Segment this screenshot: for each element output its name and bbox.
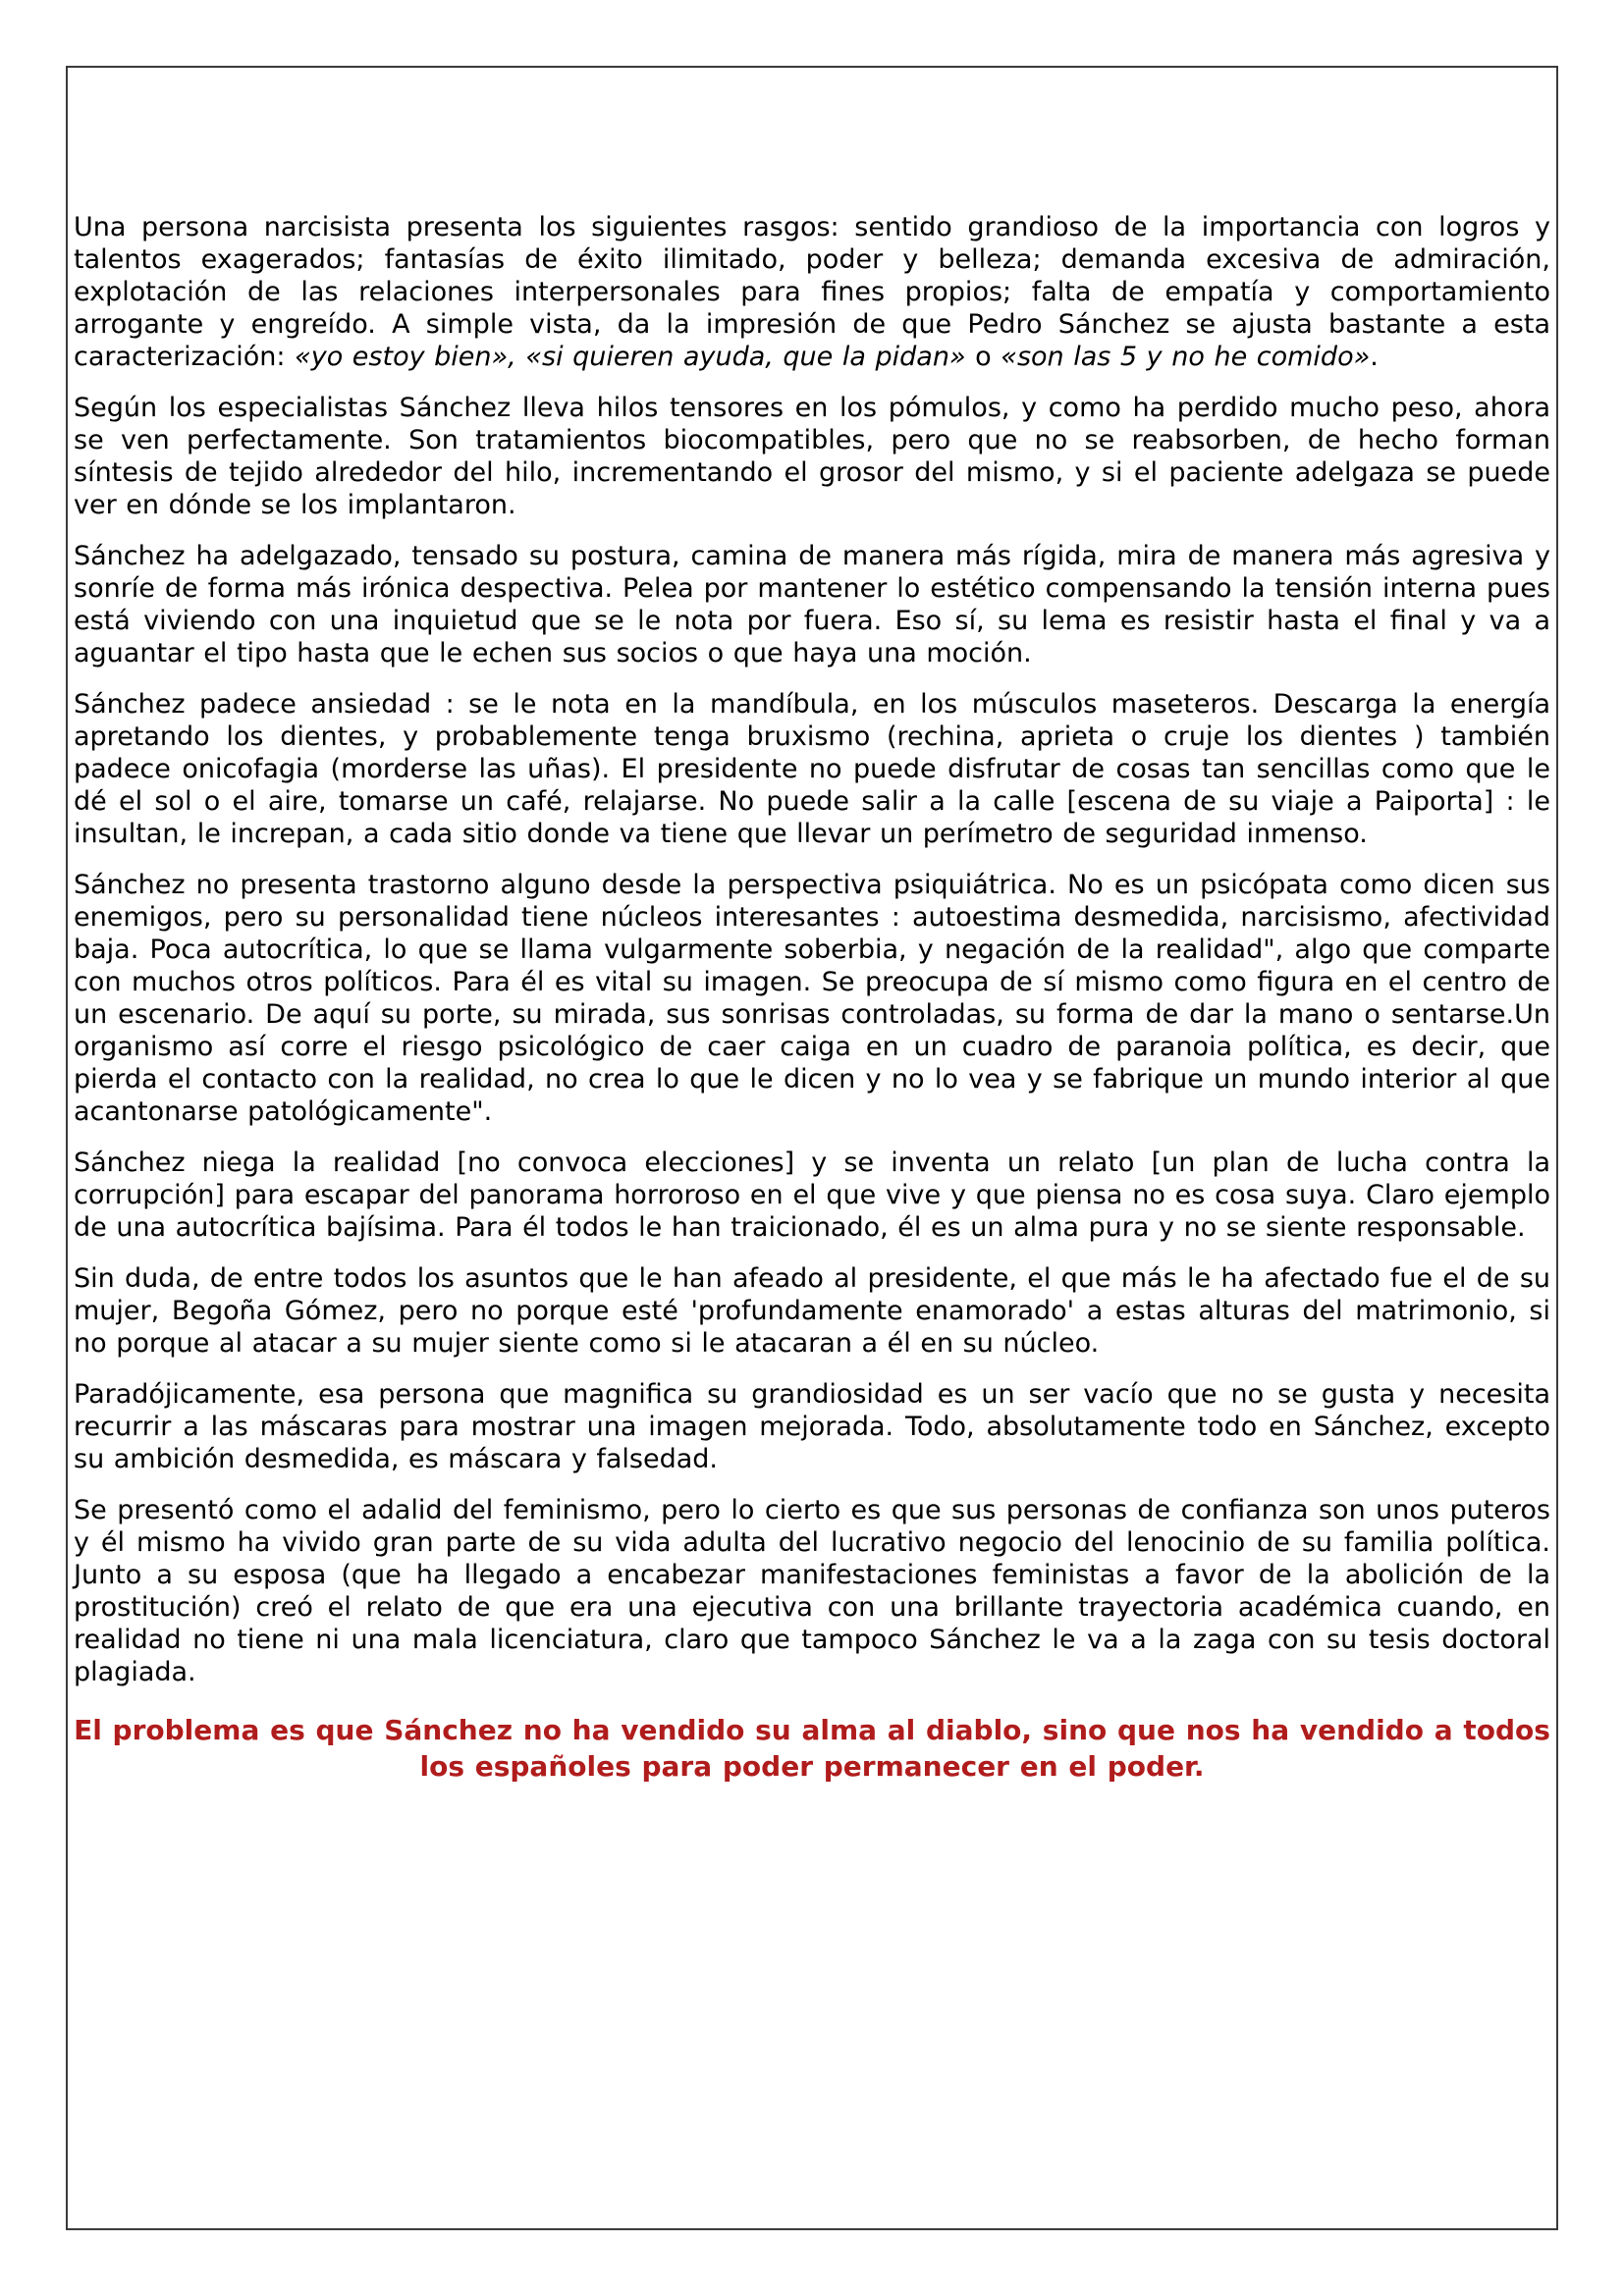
text-run: Una persona narcisista presenta los siguientes rasgos: sentido grandioso de la importancia con logros y talentos exagerados; fantasías de éxito ilimitado, poder y belleza; demanda excesiva de admiración, explotación de las relaciones interpersonales para fines propios; falta de empatía y comportamiento arrogante y engreído. A simple vista, da la impresión de que Pedro Sánchez se ajusta bastante a esta caracterización: xyxy=(74,212,1550,372)
closing-statement xyxy=(74,1712,1550,1785)
paragraph-8 xyxy=(74,1378,1550,1475)
text-run: El problema es que Sánchez no ha vendido su alma al diablo, sino que nos ha vendido a todos los españoles para poder permanecer en el poder. xyxy=(74,1714,1550,1783)
paragraph-6 xyxy=(74,1147,1550,1244)
paragraph-9 xyxy=(74,1494,1550,1688)
text-run: Sin duda, de entre todos los asuntos que le han afeado al presidente, el que más le ha afectado fue el de su mujer, Begoña Gómez, pero no porque esté 'profundamente enamorado' a estas alturas del matrimonio, si no porque al atacar a su mujer siente como si le atacaran a él en su núcleo. xyxy=(74,1263,1550,1359)
page-border xyxy=(66,66,1558,2230)
text-run: Sánchez ha adelgazado, tensado su postura, camina de manera más rígida, mira de manera más agresiva y sonríe de forma más irónica despectiva. Pelea por mantener lo estético compensando la tensión interna pues está viviendo con una inquietud que se le nota por fuera. Eso sí, su lema es resistir hasta el final y va a aguantar el tipo hasta que le echen sus socios o que haya una moción. xyxy=(74,541,1550,668)
paragraph-3 xyxy=(74,540,1550,669)
paragraph-5 xyxy=(74,869,1550,1128)
paragraph-4 xyxy=(74,688,1550,850)
text-run: Sánchez padece ansiedad : se le nota en la mandíbula, en los músculos maseteros. Descarga la energía apretando los dientes, y probablemente tenga bruxismo (rechina, aprieta o cruje los dientes ) también padece onicofagia (morderse las uñas). El presidente no puede disfrutar de cosas tan sencillas como que le dé el sol o el aire, tomarse un café, relajarse. No puede salir a la calle [escena de su viaje a Paiporta] : le insultan, le increpan, a cada sitio donde va tiene que llevar un perímetro de seguridad inmenso. xyxy=(74,689,1550,849)
text-run: Según los especialistas Sánchez lleva hilos tensores en los pómulos, y como ha perdido mucho peso, ahora se ven perfectamente. Son tratamientos biocompatibles, pero que no se reabsorben, de hecho forman síntesis de tejido alrededor del hilo, incrementando el grosor del mismo, y si el paciente adelgaza se puede ver en dónde se los implantaron. xyxy=(74,393,1550,520)
paragraph-7 xyxy=(74,1262,1550,1360)
paragraph-2 xyxy=(74,392,1550,521)
text-run: o xyxy=(965,342,1001,372)
text-run: Paradójicamente, esa persona que magnifica su grandiosidad es un ser vacío que no se gusta y necesita recurrir a las máscaras para mostrar una imagen mejorada. Todo, absolutamente todo en Sánchez, excepto su ambición desmedida, es máscara y falsedad. xyxy=(74,1379,1550,1474)
quote-italic-run: «yo estoy bien», «si quieren ayuda, que la pidan» xyxy=(295,342,966,372)
text-run: Se presentó como el adalid del feminismo, pero lo cierto es que sus personas de confianza son unos puteros y él mismo ha vivido gran parte de su vida adulta del lucrativo negocio del lenocinio de su familia política. Junto a su esposa (que ha llegado a encabezar manifestaciones feministas a favor de la abolición de la prostitución) creó el relato de que era una ejecutiva con una brillante trayectoria académica cuando, en realidad no tiene ni una mala licenciatura, claro que tampoco Sánchez le va a la zaga con su tesis doctoral plagiada. xyxy=(74,1495,1550,1687)
text-run: Sánchez niega la realidad [no convoca elecciones] y se inventa un relato [un plan de lucha contra la corrupción] para escapar del panorama horroroso en el que vive y que piensa no es cosa suya. Claro ejemplo de una autocrítica bajísima. Para él todos le han traicionado, él es un alma pura y no se siente responsable. xyxy=(74,1148,1550,1243)
text-run: . xyxy=(1370,342,1379,372)
paragraph-1 xyxy=(74,211,1550,373)
quote-italic-run: «son las 5 y no he comido» xyxy=(1001,342,1371,372)
text-run: Sánchez no presenta trastorno alguno desde la perspectiva psiquiátrica. No es un psicópata como dicen sus enemigos, pero su personalidad tiene núcleos interesantes : autoestima desmedida, narcisismo, afectividad baja. Poca autocrítica, lo que se llama vulgarmente soberbia, y negación de la realidad", algo que comparte con muchos otros políticos. Para él es vital su imagen. Se preocupa de sí mismo como figura en el centro de un escenario. De aquí su porte, su mirada, sus sonrisas controladas, su forma de dar la mano o sentarse.Un organismo así corre el riesgo psicológico de caer caiga en un cuadro de paranoia política, es decir, que pierda el contacto con la realidad, no crea lo que le dicen y no lo vea y se fabrique un mundo interior al que acantonarse patológicamente". xyxy=(74,870,1550,1127)
article-body xyxy=(74,211,1550,1803)
